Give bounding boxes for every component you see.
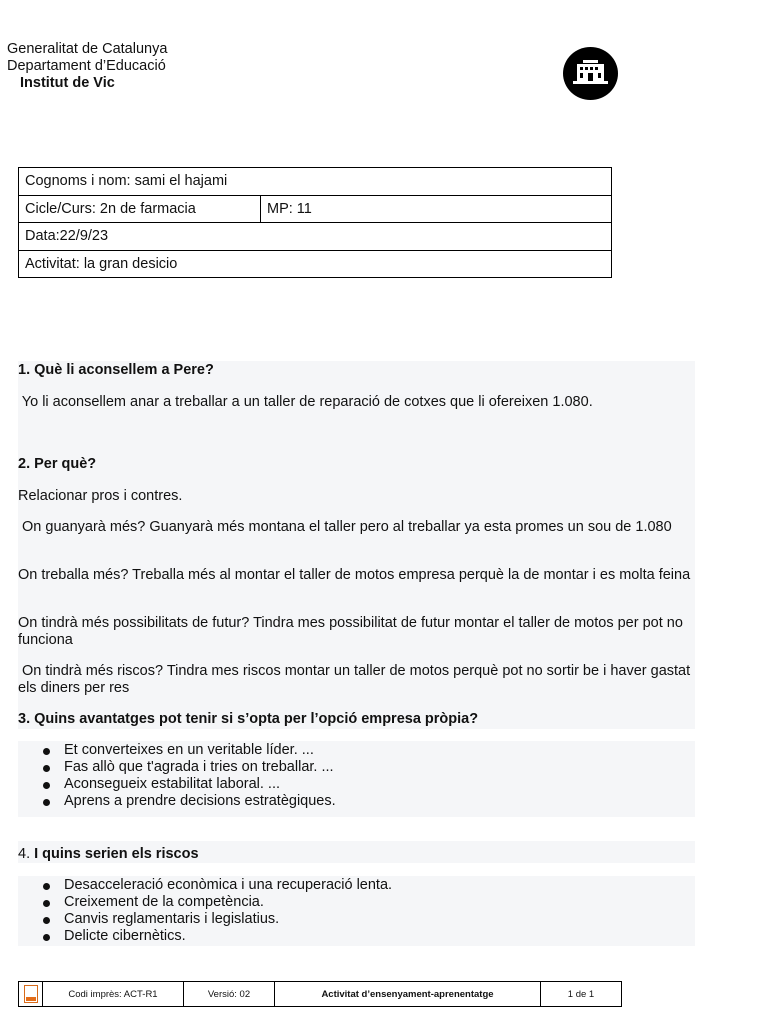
date-cell: Data:22/9/23	[19, 223, 612, 251]
student-name-cell: Cognoms i nom: sami el hajami	[19, 168, 612, 196]
question-1-title: 1. Què li aconsellem a Pere?	[18, 362, 214, 378]
letterhead-department: Departament d’Educació	[7, 58, 166, 74]
question-4-number: 4.	[18, 846, 35, 862]
school-logo-icon	[563, 47, 618, 100]
risks-list	[18, 877, 694, 945]
list-item: Delicte cibernètics.	[18, 928, 694, 945]
footer-logo-cell	[19, 982, 43, 1007]
mp-cell: MP: 11	[261, 195, 612, 223]
letterhead-generalitat: Generalitat de Catalunya	[7, 41, 168, 57]
footer-title: Activitat d’ensenyament-aprenentatge	[275, 982, 541, 1007]
list-item: Desacceleració econòmica i una recuperació lenta.	[18, 877, 694, 894]
letterhead	[7, 41, 167, 92]
question-3-title: 3. Quins avantatges pot tenir si s’opta per l’opció empresa pròpia?	[18, 711, 479, 727]
list-item: Aprens a prendre decisions estratègiques.	[18, 793, 694, 810]
question-2-paragraph: On tindrà més possibilitats de futur? Tindra mes possibilitat de futur montar el taller de motos per pot no funciona	[18, 615, 683, 648]
footer-version: Versió: 02	[184, 982, 275, 1007]
letterhead-institute: Institut de Vic	[20, 75, 115, 91]
question-2-paragraph: On guanyarà més? Guanyarà més montana el taller pero al treballar ya esta promes un sou de 1.080	[18, 519, 672, 535]
advantages-list	[18, 742, 694, 810]
student-info-table	[18, 167, 612, 278]
question-1-answer: Yo li aconsellem anar a treballar a un taller de reparació de cotxes que li ofereixen 1.080.	[18, 394, 593, 410]
document-footer	[18, 981, 622, 1007]
question-4-title-text: I quins serien els riscos	[34, 846, 199, 862]
document-logo-icon	[24, 985, 38, 1003]
question-4-title	[18, 846, 694, 863]
list-item: Canvis reglamentaris i legislatius.	[18, 911, 694, 928]
course-cell: Cicle/Curs: 2n de farmacia	[19, 195, 261, 223]
list-item: Fas allò que t'agrada i tries on treballar. ...	[18, 759, 694, 776]
question-2-paragraph: On tindrà més riscos? Tindra mes riscos montar un taller de motos perquè pot no sortir be i haver gastat els diners per res	[18, 663, 695, 696]
list-item: Et converteixes en un veritable líder. ...	[18, 742, 694, 759]
question-2-title: 2. Per què?	[18, 456, 97, 472]
footer-page: 1 de 1	[541, 982, 622, 1007]
activity-cell: Activitat: la gran desicio	[19, 250, 612, 278]
question-2-paragraph: On treballa més? Treballa més al montar el taller de motos empresa perquè la de montar i es molta feina	[18, 567, 691, 583]
footer-code: Codi imprès: ACT-R1	[43, 982, 184, 1007]
list-item: Aconsegueix estabilitat laboral. ...	[18, 776, 694, 793]
question-2-intro: Relacionar pros i contres.	[18, 488, 183, 504]
list-item: Creixement de la competència.	[18, 894, 694, 911]
